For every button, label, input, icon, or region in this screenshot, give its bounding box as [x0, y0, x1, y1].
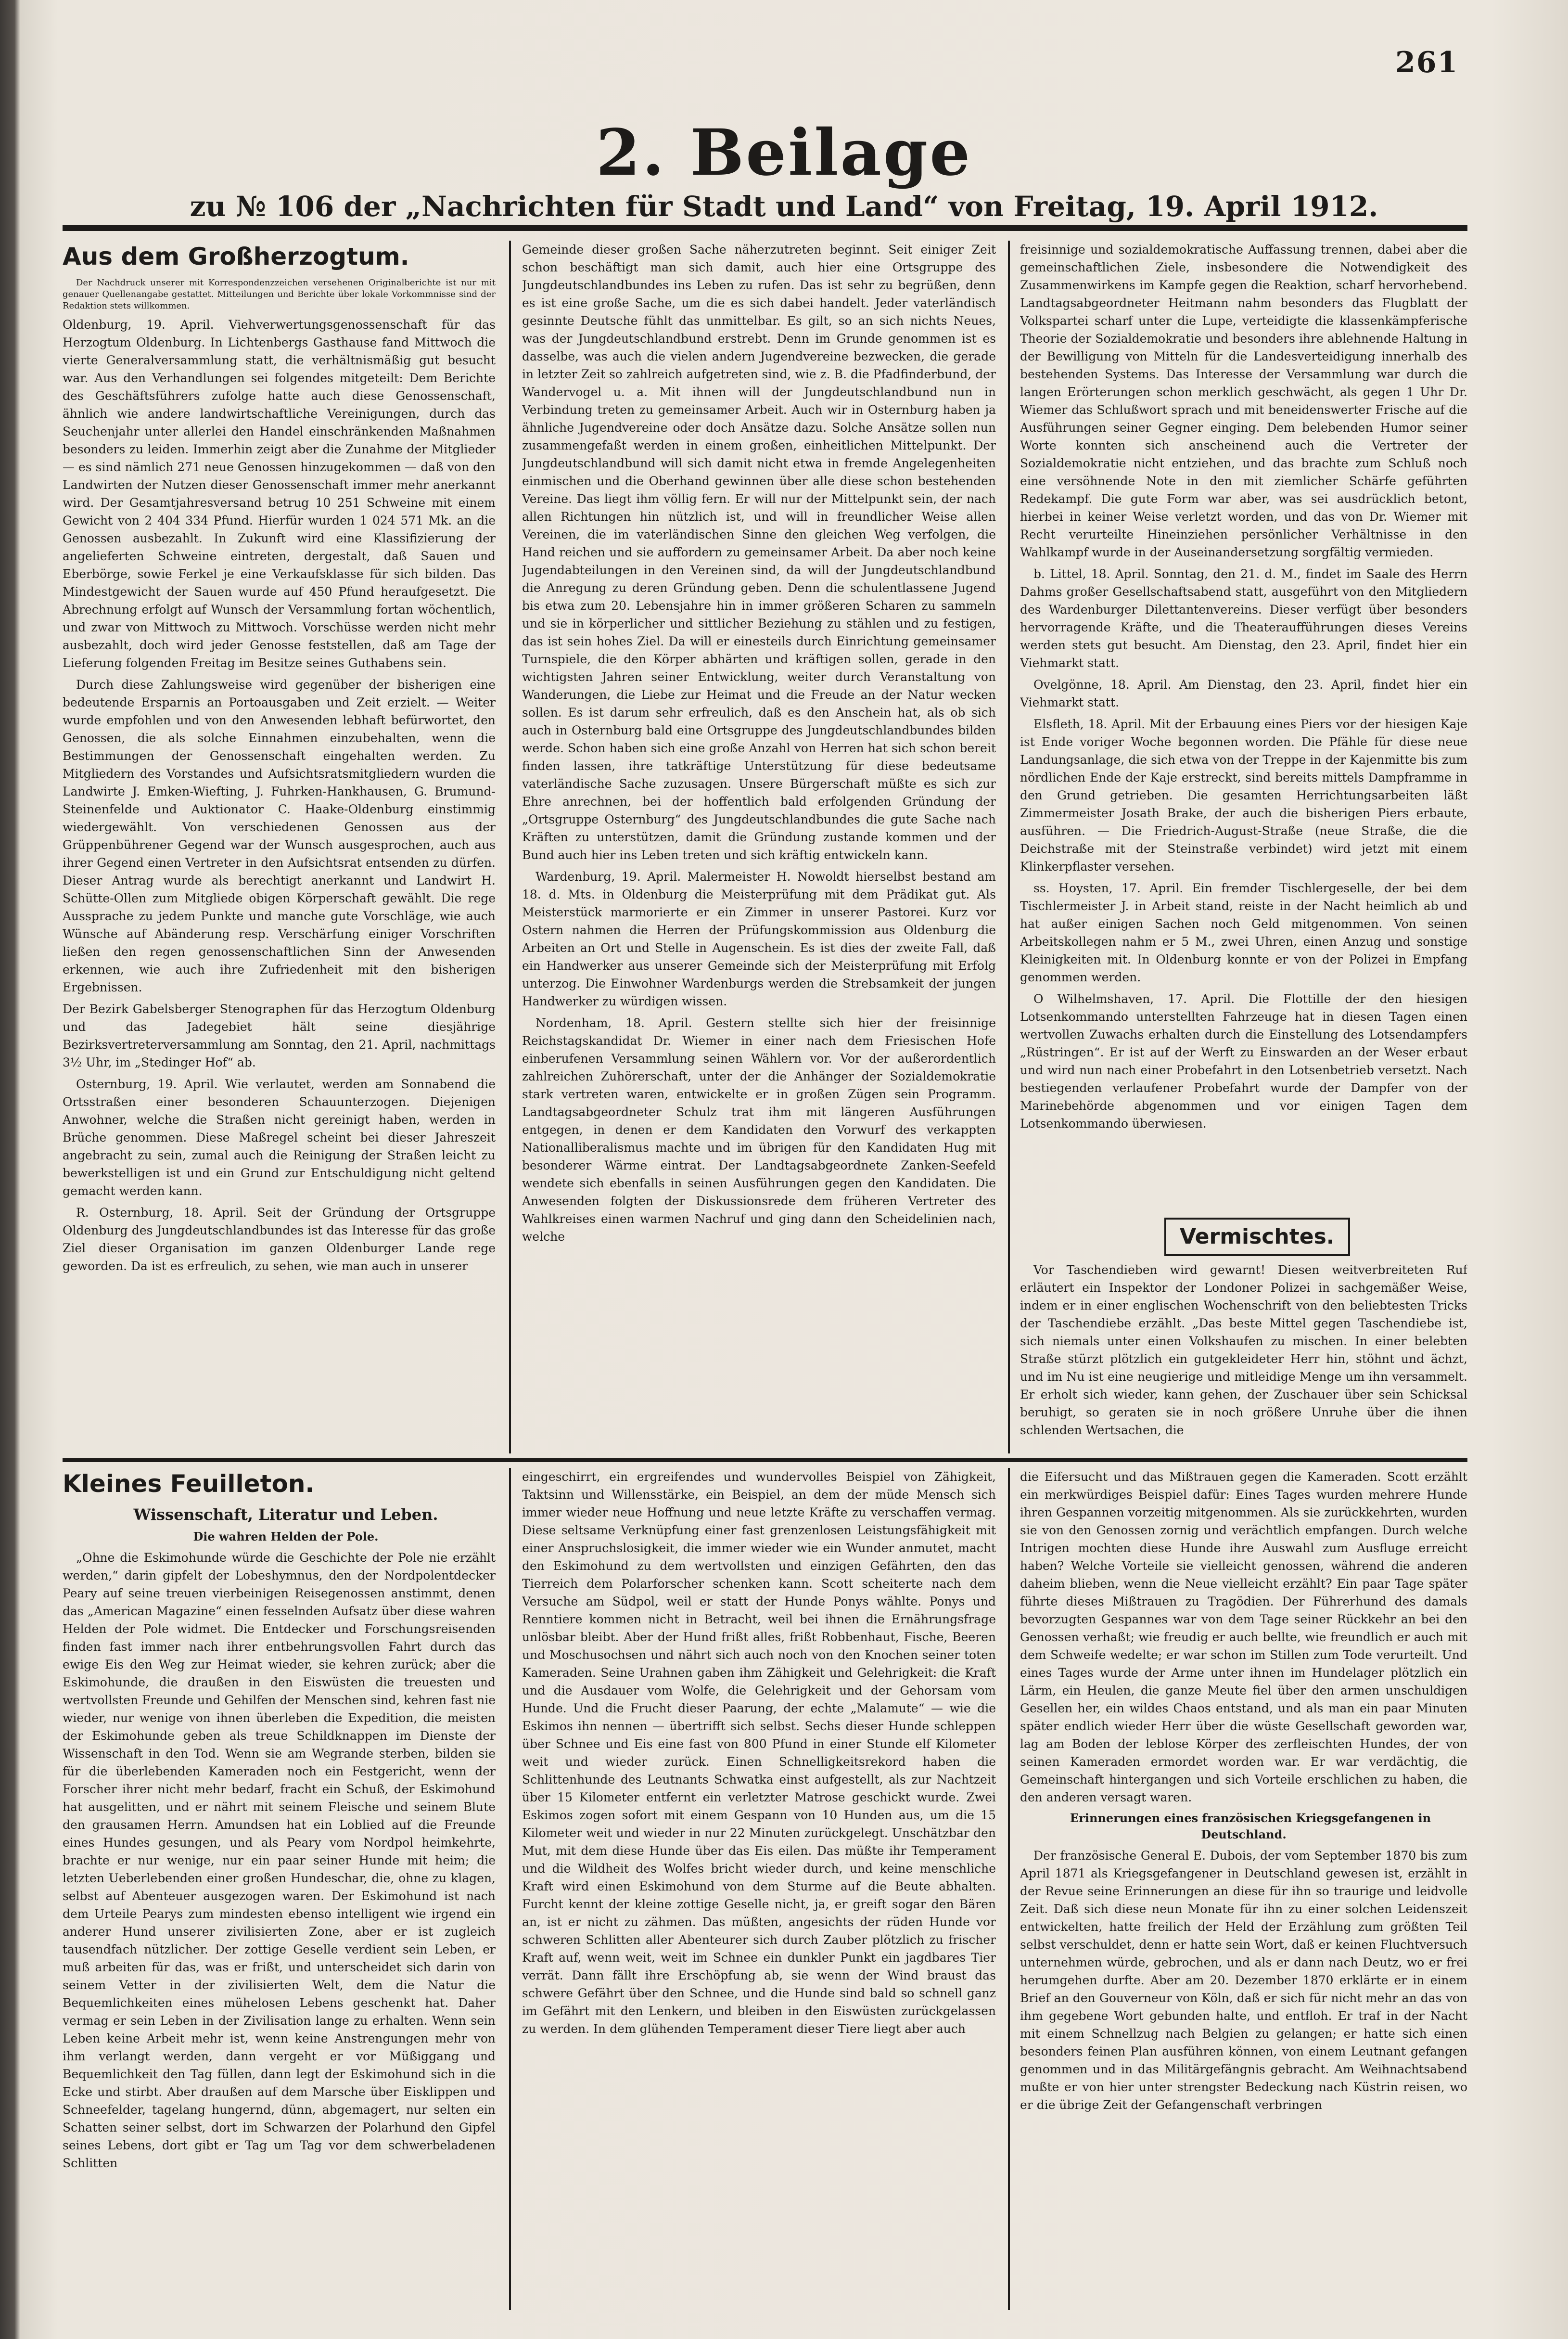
column-divider: [509, 1468, 511, 2310]
masthead-rule: [63, 225, 1467, 231]
feuilleton-subheading: Wissenschaft, Literatur und Leben.: [133, 1505, 438, 1524]
article-paragraph: Gemeinde dieser großen Sache näherzutreten beginnt. Seit einiger Zeit schon beschäftigt man sich damit, auch hier eine Ortsgruppe des Jungdeutschlandbundes ins Leben zu rufen. Das ist sehr zu begrüßen, denn es ist eine große Sache, um die es sich dabei handelt. Jeder vaterländisch gesinnte Deutsche fühlt das unmittelbar. Es gilt, so an sich nichts Neues, was der Jungdeutschlandbund erstrebt. Denn im Grunde genommen ist es dasselbe, was auch die vielen andern Jugendvereine bezwecken, die gerade in letzter Zeit so zahlreich aufgetreten sind, wie z. B. die Pfadfinderbund, der Wandervogel u. a. Mit ihnen will der Jungdeutschlandbund nun in Verbindung treten zu gemeinsamer Arbeit. Auch wir in Osternburg haben ja ähnliche Jugendvereine oder doch Ansätze dazu. Solche Ansätze sollen nun zusammengefaßt werden in einem großen, einheitlichen Mittelpunkt. Der Jungdeutschlandbund will sich damit nicht etwa in fremde Angelegenheiten einmischen und die Oberhand gewinnen über alle diese schon bestehenden Vereine. Das liegt ihm völlig fern. Er will nur der Mittelpunkt sein, der nach allen Richtungen hin nützlich ist, und will in freundlicher Weise allen Vereinen, die im vaterländischen Sinne den gleichen Weg verfolgen, die Hand reichen und sie auffordern zu gemeinsamer Arbeit. Da aber noch keine Jugendabteilungen in den Vereinen sind, da will der Jungdeutschlandbund die Anregung zu deren Gründung geben. Denn die schulentlassene Jugend bis etwa zum 20. Lebensjahre hin in immer größeren Scharen zu sammeln und sie in körperlicher und sittlicher Beziehung zu stählen und zu festigen, das ist sein hohes Ziel. Da will er einesteils durch Einrichtung gemeinsamer Turnspiele, die den Körper abhärten und kräftigen sollen, gerade in den wichtigsten Jahren seiner Entwicklung, weiter durch Veranstaltung von Wanderungen, die Liebe zur Heimat und die Freude an der Natur wecken sollen. Es ist darum sehr erfreulich, daß es den Anschein hat, als ob sich auch in Osternburg bald eine Ortsgruppe des Jungdeutschlandbundes bilden werde. Schon haben sich eine große Anzahl von Herren hat sich schon bereit finden lassen, ihre tatkräftige Unterstützung für diese bedeutsame vaterländische Sache zuzusagen. Unsere Bürgerschaft müßte es sich zur Ehre anrechnen, bei der hoffentlich bald erfolgenden Gründung der „Ortsgruppe Osternburg“ des Jungdeutschlandbundes die gute Sache nach Kräften zu unterstützen, damit die Gründung zustande kommen und der Bund auch hier ins Leben treten und sich kräftig entwickeln kann.: [522, 243, 996, 862]
reprint-note: Der Nachdruck unserer mit Korrespondenzzeichen versehenen Originalberichte ist nur mit genauer Quellenangabe gestattet. Mitteilungen und Berichte über lokale Vorkommnisse sind der Redaktion stets willkommen.: [63, 278, 496, 311]
article-paragraph: Nordenham, 18. April. Gestern stellte sich hier der freisinnige Reichstagskandidat Dr. Wiemer in einer nach dem Friesischen Hofe einberufenen Versammlung seinen Wählern vor. Vor der außerordentlich zahlreichen Zuhörerschaft, unter der die Anhänger der Sozialdemokratie stark vertreten waren, entwickelte er in großen Zügen sein Programm. Landtagsabgeordneter Schulz trat ihm mit längeren Ausführungen entgegen, in denen er dem Kandidaten den Vorwurf des verkappten Nationalliberalismus machte und im übrigen für den Kandidaten Hug mit besonderer Wärme eintrat. Der Landtagsabgeordnete Zanken-Seefeld wendete sich ebenfalls in seinen Ausführungen gegen den Kandidaten. Die Anwesenden folgten der Diskussionsrede dem früheren Vertreter des Wahlkreises einen warmen Nachruf und ging dann den Scheidelinien nach, welche: [522, 1016, 996, 1244]
column-vermischtes: [1020, 1261, 1467, 1449]
column-right-top: [1020, 241, 1467, 1213]
article-paragraph: Durch diese Zahlungsweise wird gegenüber der bisherigen eine bedeutende Ersparnis an Portoausgaben und Zeit erzielt. — Weiter wurde empfohlen und von den Anwesenden lebhaft befürwortet, den Genossen, die als solche Einnahmen einzubehalten, wenn die Bestimmungen der Genossenschaft eingehalten werden. Zu Mitgliedern des Vorstandes und Aufsichtsratsmitgliedern wurden die Landwirte J. Emken-Wiefting, J. Fuhrken-Hankhausen, G. Brumund-Steinenfelde und Auktionator C. Haake-Oldenburg einstimmig wiedergewählt. Von verschiedenen Genossen aus der Grüppenbührener Gegend war der Wunsch ausgesprochen, auch aus ihrer Gegend einen Vertreter in den Aufsichtsrat entsenden zu dürfen. Dieser Antrag wurde als berechtigt anerkannt und Landwirt H. Schütte-Ollen zum Mitgliede obigen Körperschaft gewählt. Die rege Aussprache zu jedem Punkte und manche gute Vorschläge, wie auch Wünsche auf Abänderung resp. Verschärfung einiger Vorschriften ließen den regen genossenschaftlichen Sinn der Anwesenden erkennen, wie auch ihre Zufriedenheit mit den bisherigen Ergebnissen.: [63, 678, 496, 994]
article-paragraph: eingeschirrt, ein ergreifendes und wundervolles Beispiel von Zähigkeit, Taktsinn und Willensstärke, ein Beispiel, an dem der müde Mensch sich immer wieder neue Hoffnung und neue letzte Kräfte zu verschaffen vermag. Diese seltsame Verknüpfung einer fast grenzenlosen Leistungsfähigkeit mit einer Anspruchslosigkeit, die immer wieder wie ein Wunder anmutet, macht den Eskimohund zu dem wertvollsten und einzigen Gefährten, den das Tierreich dem Polarforscher schenken kann. Scott scheiterte nach dem Versuche am Südpol, weil er statt der Hunde Ponys wählte. Ponys und Renntiere kommen nicht in Betracht, weil bei ihnen die Ernährungsfrage unlösbar bleibt. Aber der Hund frißt alles, frißt Robbenhaut, Fische, Beeren und Moschusochsen und nährt sich auch noch von den Knochen seiner toten Kameraden. Seine Urahnen gaben ihm Zähigkeit und Gelehrigkeit: die Kraft und die Ausdauer vom Wolfe, die Gelehrigkeit und der Gehorsam vom Hunde. Und die Frucht dieser Paarung, der echte „Malamute“ — wie die Eskimos ihn nennen — übertrifft sich selbst. Sechs dieser Hunde schleppen über Schnee und Eis eine fast von 800 Pfund in einer Stunde elf Kilometer weit und wieder zurück. Einen Schnelligkeitsrekord haben die Schlittenhunde des Leutnants Schwatka einst aufgestellt, als zur Nachtzeit über 15 Kilometer entfernt ein verletzter Matrose geschickt wurde. Zwei Eskimos zogen sofort mit einem Gespann von 10 Hunden aus, um die 15 Kilometer weit und wieder in nur 22 Minuten zurückgelegt. Unschätzbar den Mut, mit dem diese Hunde über das Eis eilen. Das müßte ihr Temperament und die Wildheit des Wolfes bricht wieder durch, und keine menschliche Kraft wird einen Eskimohund von dem Sturme auf die Beute abhalten. Furcht kennt der kleine zottige Geselle nicht, ja, er greift sogar den Bären an, ist er nicht zu zähmen. Das müßten, angesichts der rüden Hunde vor schweren Schlitten aller Abenteurer sich durch Zauber plötzlich zu frischer Kraft auf, wenn weit, weit im Schnee ein dunkler Punkt ein jagdbares Tier verrät. Dann fällt ihre Erschöpfung ab, sie wenn der Wind braust das schwere Gefährt über den Schnee, und die Hunde sind bald so schnell ganz im Gefährt mit den Lenkern, und bleiben in den Eiswüsten zurückgelassen zu werden. In dem glühenden Temperament dieser Tiere liegt aber auch: [522, 1470, 996, 2036]
article-paragraph: Wardenburg, 19. April. Malermeister H. Nowoldt hierselbst bestand am 18. d. Mts. in Oldenburg die Meisterprüfung mit dem Prädikat gut. Als Meisterstück marmorierte er ein Zimmer in unserer Pastorei. Kurz vor Ostern nahmen die Herren der Prüfungskommission aus Oldenburg die Arbeiten an Ort und Stelle in Augenschein. Es ist dies der zweite Fall, daß ein Handwerker aus unserer Gemeinde sich der Meisterprüfung mit Erfolg unterzog. Die Einwohner Wardenburgs werden die Strebsamkeit der jungen Handwerker zu würdigen wissen.: [522, 870, 996, 1008]
article-paragraph: Elsfleth, 18. April. Mit der Erbauung eines Piers vor der hiesigen Kaje ist Ende voriger Woche begonnen worden. Die Pfähle für diese neue Landungsanlage, die sich etwa von der Treppe in der Kajenmitte bis zum nördlichen Ende der Kaje erstreckt, sind bereits mittels Dampframme in den Grund getrieben. Die gesamten Herrichtungsarbeiten läßt Zimmermeister Josath Brake, der auch die bisherigen Piers erbaute, ausführen. — Die Friedrich-August-Straße (neue Straße, die die Deichstraße mit der Steinstraße verbindet) wird jetzt mit einem Klinkerpflaster versehen.: [1020, 717, 1467, 874]
article-paragraph: freisinnige und sozialdemokratische Auffassung trennen, dabei aber die gemeinschaftlichen Ziele, insbesondere die Notwendigkeit des Zusammenwirkens im Kampfe gegen die Reaktion, scharf hervorhebend. Landtagsabgeordneter Heitmann nahm besonders das Flugblatt der Volkspartei scharf unter die Lupe, verteidigte die klassenkämpferische Theorie der Sozialdemokratie und besonders ihre ablehnende Haltung in der Bewilligung von Mitteln für die Landesverteidigung innerhalb des bestehenden Systems. Das Interesse der Versammlung war durch die langen Erörterungen schon merklich geschwächt, als gegen 1 Uhr Dr. Wiemer das Schlußwort sprach und mit beneidenswerter Frische auf die Ausführungen seiner Gegner einging. Dem belebenden Humor seiner Worte konnten sich anscheinend auch die Vertreter der Sozialdemokratie nicht entziehen, und das brachte zum Schluß noch eine versöhnende Note in den mit ziemlicher Schärfe geführten Redekampf. Die gute Form war aber, was sei ausdrücklich betont, hierbei in keiner Weise verletzt worden, und das von Dr. Wiemer mit Recht verurteilte Hineinziehen persönlicher Verhältnisse in den Wahlkampf wurde in der Auseinandersetzung sorgfältig vermieden.: [1020, 243, 1467, 559]
article-paragraph: O Wilhelmshaven, 17. April. Die Flottille der den hiesigen Lotsenkommando unterstellten Fahrzeuge hat in diesen Tagen einen wertvollen Zuwachs erhalten durch die Einstellung des Lotsendampfers „Rüstringen“. Er ist auf der Werft zu Einswarden an der Weser erbaut und wird nun nach einer Probefahrt in den Lotsenbetrieb versetzt. Nach bestiegenden verlaufener Probefahrt wurde der Dampfer von der Marinebehörde abgenommen und vor einigen Tagen dem Lotsenkommando überwiesen.: [1020, 992, 1467, 1131]
column-feuilleton-3: [1020, 1468, 1467, 2315]
column-divider: [1008, 241, 1010, 1453]
page-title: 2. Beilage: [596, 116, 972, 190]
column-feuilleton-1: [63, 1468, 496, 2315]
column-middle-top: [522, 241, 996, 1449]
column-divider: [509, 241, 511, 1453]
article-paragraph: ss. Hoysten, 17. April. Ein fremder Tischlergeselle, der bei dem Tischlermeister J. in Arbeit stand, reiste in der Nacht heimlich ab und hat außer einigen Sachen noch Geld mitgenommen. Von seinen Arbeitskollegen nahm er 5 M., zwei Uhren, einen Anzug und sonstige Kleinigkeiten mit. In Oldenburg konnte er von der Polizei in Empfang genommen werden.: [1020, 881, 1467, 984]
article-paragraph: Der französische General E. Dubois, der vom September 1870 bis zum April 1871 als Kriegsgefangener in Deutschland gewesen ist, erzählt in der Revue seine Erinnerungen an diese für ihn so traurige und leidvolle Zeit. Daß sich diese neun Monate für ihn zu einer solchen Leidenszeit entwickelten, hatte freilich der Held der Erzählung zum größten Teil selbst verschuldet, denn er hatte sein Wort, daß er keinen Fluchtversuch unternehmen würde, gebrochen, und als er dann nach Deutz, wo er frei herumgehen durfte. Aber am 20. Dezember 1870 erklärte er in einem Brief an den Gouverneur von Köln, daß er sich für nicht mehr an das von ihm gegebene Wort gebunden halte, und entfloh. Er traf in der Nacht mit einem Schnellzug nach Belgien zu gelangen; er hatte sich einen besonders feinen Plan ausführen können, von einem Leutnant gefangen genommen und in das Militärgefängnis gebracht. Am Weihnachtsabend mußte er von hier unter strengster Bedeckung nach Küstrin reisen, wo er die übrige Zeit der Gefangenschaft verbringen: [1020, 1849, 1467, 2112]
vermischtes-heading: Vermischtes.: [1164, 1218, 1350, 1256]
article-paragraph: Oldenburg, 19. April. Viehverwertungsgenossenschaft für das Herzogtum Oldenburg. In Lichtenbergs Gasthause fand Mittwoch die vierte Generalversammlung statt, die verhältnismäßig gut besucht war. Aus den Verhandlungen sei folgendes mitgeteilt: Dem Berichte des Geschäftsführers zufolge hatte auch diese Genossenschaft, ähnlich wie andere landwirtschaftliche Vereinigungen, durch das Seuchenjahr unter allerlei den Handel einschränkenden Maßnahmen besonders zu leiden. Immerhin zeigt aber die Zunahme der Mitglieder — es sind nämlich 271 neue Genossen hinzugekommen — daß von den Landwirten der Nutzen dieser Genossenschaft immer mehr anerkannt wird. Der Gesamtjahresversand betrug 10 251 Schweine mit einem Gewicht von 2 404 334 Pfund. Hierfür wurden 1 024 571 Mk. an die Genossen ausbezahlt. In Zukunft wird eine Klassifizierung der angelieferten Schweine eintreten, dergestalt, daß Sauen und Eberbörge, sowie Ferkel je eine Verkaufsklasse für sich bilden. Das Mindestgewicht der Sauen wurde auf 450 Pfund heraufgesetzt. Die Abrechnung erfolgt auf Wunsch der Versammlung fortan wöchentlich, und zwar von Mittwoch zu Mittwoch. Vorschüsse werden nicht mehr ausbezahlt, doch wird jeder Genosse feststellen, daß am Tage der Lieferung folgenden Freitag im Besitze seines Guthabens sein.: [63, 318, 496, 670]
column-divider: [1008, 1468, 1010, 2310]
article-title: Die wahren Helden der Pole.: [193, 1529, 379, 1543]
article-paragraph: Vor Taschendieben wird gewarnt! Diesen weitverbreiteten Ruf erläutert ein Inspektor der Londoner Polizei in sachgemäßer Weise, indem er in einer englischen Wochenschrift von den beliebtesten Tricks der Taschendiebe erzählt. „Das beste Mittel gegen Taschendiebe ist, sich niemals unter einen Volkshaufen zu mischen. In einer belebten Straße stürzt plötzlich ein gutgekleideter Herr hin, stöhnt und ächzt, und im Nu ist eine neugierige und mitleidige Menge um ihn versammelt. Er erholt sich wieder, kann gehen, der Zuschauer über sein Schicksal beruhigt, so geraten sie in noch größere Unruhe über die ihnen schlenden Wertsachen, die: [1020, 1263, 1467, 1437]
section-heading: Aus dem Großherzogtum.: [63, 243, 409, 270]
article-paragraph: Ovelgönne, 18. April. Am Dienstag, den 23. April, findet hier ein Viehmarkt statt.: [1020, 678, 1467, 709]
article-paragraph: Osternburg, 19. April. Wie verlautet, werden am Sonnabend die Ortsstraßen einer besonderen Schauunterzogen. Diejenigen Anwohner, welche die Straßen nicht gereinigt haben, werden in Brüche genommen. Diese Maßregel scheint bei dieser Jahreszeit angebracht zu sein, zumal auch die Reinigung der Straßen leicht zu bewerkstelligen ist und ein Grund zur Entschuldigung nicht geltend gemacht werden kann.: [63, 1077, 496, 1198]
article-paragraph: Der Bezirk Gabelsberger Stenographen für das Herzogtum Oldenburg und das Jadegebiet hält seine diesjährige Bezirksvertreterversammlung am Sonntag, den 21. April, nachmittags 3½ Uhr, im „Stedinger Hof“ ab.: [63, 1002, 496, 1069]
article-paragraph: b. Littel, 18. April. Sonntag, den 21. d. M., findet im Saale des Herrn Dahms großer Gesellschaftsabend statt, ausgeführt von den Mitgliedern des Wardenburger Dilettantenvereins. Dieser verfügt über besonders hervorragende Kräfte, und die Theateraufführungen dieses Vereins werden stets gut besucht. Am Dienstag, den 23. April, findet hier ein Viehmarkt statt.: [1020, 567, 1467, 670]
column-feuilleton-2: [522, 1468, 996, 2315]
article-paragraph: R. Osternburg, 18. April. Seit der Gründung der Ortsgruppe Oldenburg des Jungdeutschlandbundes ist das Interesse für das große Ziel dieser Organisation im ganzen Oldenburger Lande rege geworden. Da ist es erfreulich, zu sehen, wie man auch in unserer: [63, 1206, 496, 1273]
page-subtitle: zu № 106 der „Nachrichten für Stadt und Land“ von Freitag, 19. April 1912.: [190, 190, 1378, 223]
article-paragraph: „Ohne die Eskimohunde würde die Geschichte der Pole nie erzählt werden,“ darin gipfelt der Lobeshymnus, den der Nordpolentdecker Peary auf seine treuen vierbeinigen Reisegenossen anstimmt, denen das „American Magazine“ einen fesselnden Aufsatz über diese wahren Helden der Pole widmet. Die Entdecker und Forschungsreisenden finden fast immer nach ihrer entbehrungsvollen Fahrt durch das ewige Eis den Weg zur Heimat wieder, sie kehren zurück; aber die Eskimohunde, die draußen in den Eiswüsten die treuesten und wertvollsten Freunde und Gehilfen der Menschen sind, kehren fast nie wieder, nur wenige von ihnen überleben die Expedition, die meisten der Eskimohunde geben als treue Schildknappen im Dienste der Wissenschaft in den Tod. Wenn sie am Wegrande sterben, bilden sie für die überlebenden Kameraden noch ein Festgericht, wenn der Forscher ihrer nicht mehr bedarf, fracht ein Schuß, der Eskimohund hat ausgelitten, und er nährt mit seinem Fleische und seinem Blute den grausamen Herrn. Amundsen hat ein Loblied auf die Freunde eines Hundes gesungen, und als Peary vom Nordpol heimkehrte, brachte er nur wenige, nur ein paar seiner Hunde mit heim; die letzten Ueberlebenden einer großen Hundeschar, die, ohne zu klagen, selbst auf Abenteuer ausgezogen waren. Der Eskimohund ist nach dem Urteile Pearys zum mindesten ebenso intelligent wie irgend ein anderer Hund unserer zivilisierten Zone, aber er ist zugleich tausendfach nützlicher. Der zottige Geselle verdient sein Leben, er muß arbeiten für das, was er frißt, und unterscheidet sich darin von seinem Vetter in der zivilisierten Welt, dem die Natur die Bequemlichkeiten eines mühelosen Lebens geschenkt hat. Daher vermag er sein Leben in der Zivilisation lange zu erhalten. Wenn sein Leben keine Arbeit mehr ist, wenn keine Anstrengungen mehr von ihm verlangt werden, dann vergeht er vor Müßiggang und Bequemlichkeit den Tag füllen, dann legt der Eskimohund sich in die Ecke und stirbt. Aber draußen auf dem Marsche über Eisklippen und Schneefelder, tagelang hungernd, dünn, abgemagert, nur selten ein Schatten seiner selbst, dort im Schwarzen der Polarhund den Gipfel seines Lebens, dort gibt er Tag um Tag vor dem schwerbeladenen Schlitten: [63, 1551, 496, 2170]
article-title: Erinnerungen eines französischen Kriegsgefangenen in Deutschland.: [1070, 1811, 1431, 1841]
section-rule: [63, 1458, 1467, 1462]
column-grossherzogtum: [63, 241, 496, 1449]
article-paragraph: die Eifersucht und das Mißtrauen gegen die Kameraden. Scott erzählt ein merkwürdiges Beispiel dafür: Eines Tages wurden mehrere Hunde ihren Gespannen vorzeitig mitgenommen. Als sie zurückkehrten, wurden sie von den Genossen zornig und verächtlich empfangen. Durch welche Intrigen mochten diese Hunde ihre Auswahl zum Ausfluge erreicht haben? Welche Vorteile sie vielleicht genossen, während die anderen daheim blieben, wenn die Neue vielleicht erzählt? Ein paar Tage später führte dieses Mißtrauen zu Tragödien. Der Führerhund des damals bevorzugten Gespannes war von dem Tage seiner Rückkehr an bei den Genossen verhaßt; wie freudig er auch bellte, wie freundlich er auch mit dem Schweife wedelte; er war schon im Stillen zum Tode verurteilt. Und eines Tages wurde der Arme unter ihnen im Hundelager plötzlich ein Lärm, ein Heulen, die ganze Meute fiel über den armen unschuldigen Gesellen her, ein wildes Chaos entstand, und als man ein paar Minuten später endlich wieder Herr über die wüste Gesellschaft geworden war, lag am Boden der leblose Körper des zerfleischten Hundes, der von seinen Kameraden ermordet worden war. Er war verdächtig, die Gemeinschaft hintergangen und sich Vorteile erschlichen zu haben, die den anderen versagt waren.: [1020, 1470, 1467, 1804]
feuilleton-heading: Kleines Feuilleton.: [63, 1470, 315, 1498]
page-number: 261: [1395, 46, 1459, 79]
